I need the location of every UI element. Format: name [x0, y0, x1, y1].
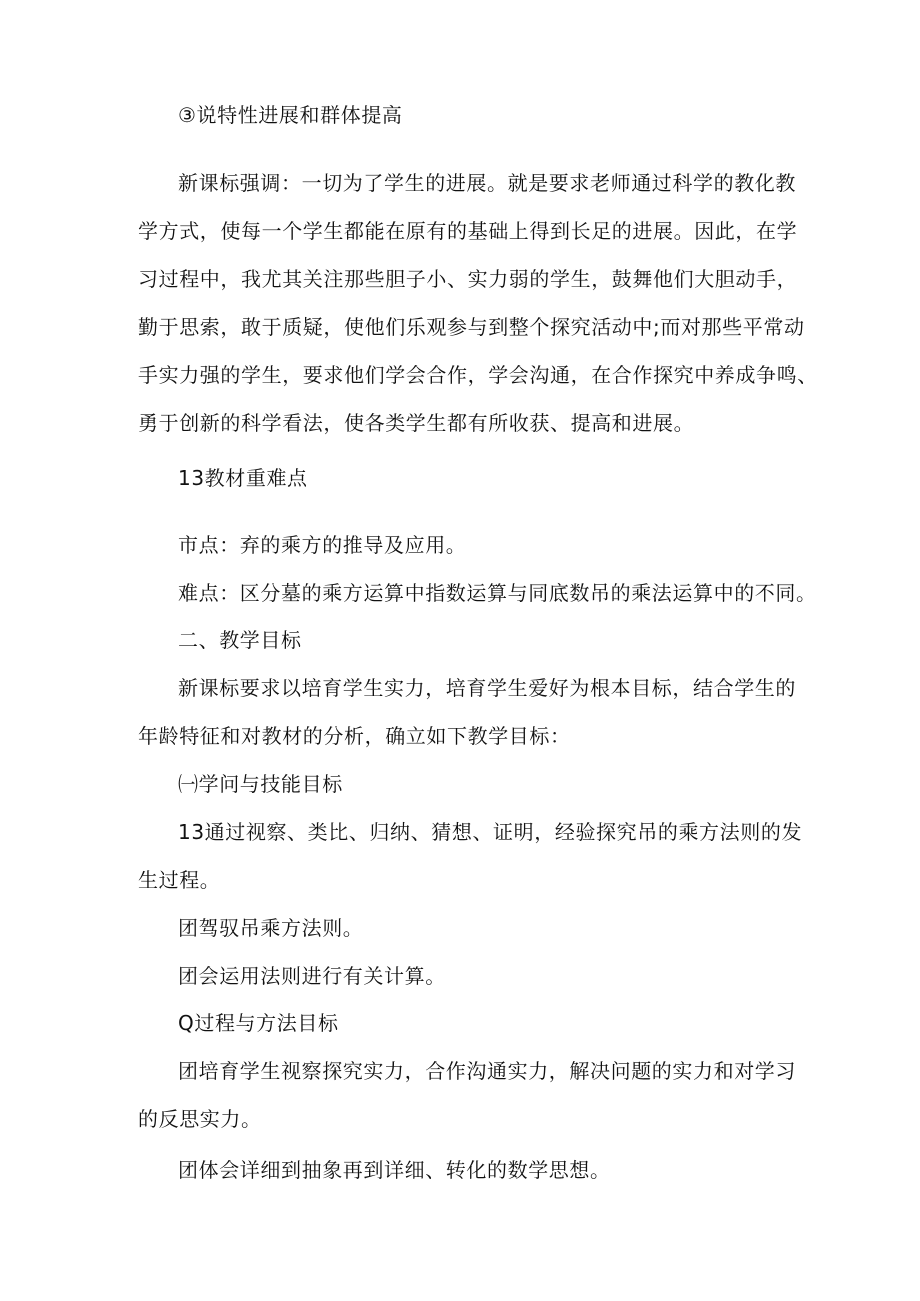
paragraph-line: 勇于创新的科学看法，使各类学生都有所收获、提高和进展。 [138, 411, 695, 435]
paragraph-line: 难点：区分墓的乘方运算中指数运算与同底数吊的乘法运算中的不同。 [178, 581, 817, 605]
paragraph-line: 学方式，使每一个学生都能在原有的基础上得到长足的进展。因此，在学 [138, 219, 798, 243]
paragraph-line: 13通过视察、类比、归纳、猜想、证明，经验探究吊的乘方法则的发 [178, 820, 803, 844]
subsection-heading: ㈠学问与技能目标 [178, 772, 343, 796]
paragraph-line: 市点：弃的乘方的推导及应用。 [178, 533, 467, 557]
paragraph-line: 勤于思索，敢于质疑，使他们乐观参与到整个探究活动中;而对那些平常动 [138, 315, 805, 339]
paragraph-line: 习过程中，我尤其关注那些胆子小、实力弱的学生，鼓舞他们大胆动手， [138, 267, 798, 291]
section-heading: 二、教学目标 [178, 628, 302, 652]
paragraph-line: 的反思实力。 [138, 1107, 262, 1131]
paragraph-line: 生过程。 [138, 868, 221, 892]
list-item: 团体会详细到抽象再到详细、转化的数学思想。 [178, 1158, 611, 1182]
paragraph-line: 新课标强调：一切为了学生的进展。就是要求老师通过科学的教化教 [178, 171, 796, 195]
paragraph-line: 手实力强的学生，要求他们学会合作，学会沟通，在合作探究中养成争鸣、 [138, 363, 818, 387]
list-item: 团会运用法则进行有关计算。 [178, 964, 446, 988]
list-item: 团驾驭吊乘方法则。 [178, 916, 364, 940]
paragraph-line: 新课标要求以培育学生实力，培育学生爱好为根本目标，结合学生的 [178, 676, 796, 700]
paragraph-line: 团培育学生视察探究实力，合作沟通实力，解决问题的实力和对学习 [178, 1059, 796, 1083]
paragraph-line: 年龄特征和对教材的分析，确立如下教学目标： [138, 724, 571, 748]
section-heading: ③说特性进展和群体提高 [178, 103, 403, 127]
subsection-heading: Q过程与方法目标 [178, 1011, 339, 1035]
section-heading: 13教材重难点 [178, 466, 308, 490]
